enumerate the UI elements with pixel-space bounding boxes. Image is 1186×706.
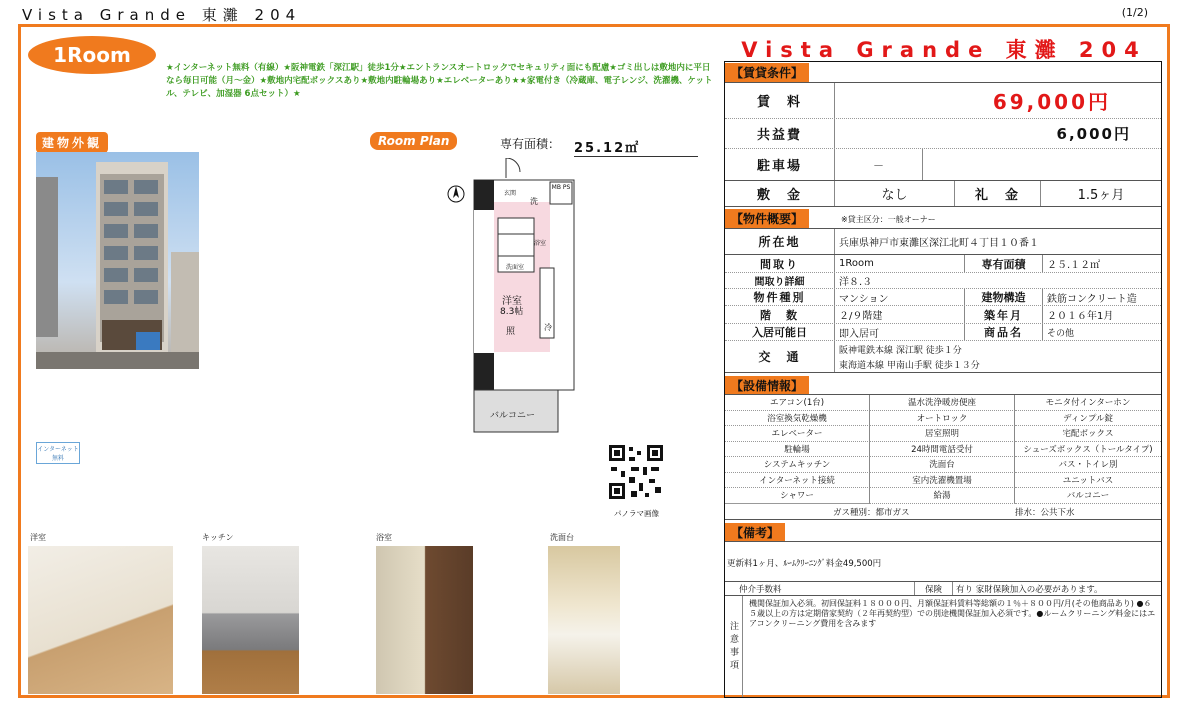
equipment-item: 駐輪場 (725, 442, 870, 458)
movein-label: 入居可能日 (725, 324, 835, 340)
shikikin-label: 敷 金 (725, 181, 835, 206)
bath-photo (376, 546, 473, 694)
area-table-label: 専有面積 (965, 255, 1043, 272)
layout-row (725, 254, 1161, 272)
equipment-item: バス・トイレ別 (1015, 457, 1161, 473)
area-table-value: ２５.１２㎡ (1047, 260, 1101, 271)
floor-plan (446, 158, 576, 436)
owner-note: ※貸主区分：一般オーナー (841, 215, 936, 224)
section-equipment: 【設備情報】 (725, 376, 809, 395)
detail-row (725, 272, 1161, 288)
sen-label: 洗 (530, 197, 538, 206)
parking-row (725, 148, 1161, 180)
equipment-item: モニタ付インターホン (1015, 395, 1161, 411)
bath-label: 浴室 (534, 240, 547, 247)
access-label: 交 通 (725, 341, 835, 372)
equipment-item: シャワー (725, 488, 870, 504)
access-line-1: 阪神電鉄本線 深江駅 徒歩１分 (839, 346, 962, 356)
photo-caption-kitchen: キッチン (202, 533, 234, 542)
remarks-row (725, 541, 1161, 581)
equipment-item: エレベーター (725, 426, 870, 442)
qr-code[interactable] (607, 443, 665, 501)
section-overview: 【物件概要】 (725, 209, 809, 228)
washbasin-photo (548, 546, 620, 694)
rent-row (725, 82, 1161, 118)
kyoeki-value: 6,000円 (1056, 125, 1131, 143)
detail-value: 洋８.３ (839, 277, 873, 288)
struct-label: 建物構造 (965, 289, 1043, 305)
promo-text: ★インターネット無料（有線）★阪神電鉄「深江駅」徒歩1分★エントランスオートロックでセキュリティ面にも配慮★ゴミ出しは敷地内に平日なら毎日可能（月～金）★敷地内宅配ボックスあり★敷地内駐輪場あり★エレベーターあり★★家電付き（冷蔵庫、電子レンジ、洗濯機、ケットル、テレビ、加湿器 6点セット）★ (166, 63, 713, 99)
broker-fee-label: 仲介手数料 (725, 582, 915, 595)
equipment-item: システムキッチン (725, 457, 870, 473)
caution-text: 機関保証加入必須。初回保証料１８０００円、月額保証料賃料等総額の１％＋８００円/月(その他商品あり) ●６５歳以上の方は定期借家契約（２年再契約型）での別途機関保証加入必須です。●ルームクリーニング料金にはエアコンクリーニング費用を含みます (749, 599, 1156, 628)
photo-caption-room: 洋室 (30, 533, 46, 542)
product-value: その他 (1047, 328, 1075, 339)
kitchen-photo (202, 546, 299, 694)
equipment-item: バルコニー (1015, 488, 1161, 504)
equip-header-row (725, 372, 1161, 394)
gas-drain-row (725, 503, 1161, 519)
detail-label: 間取り詳細 (725, 273, 835, 288)
deposit-row (725, 180, 1161, 206)
room-plan-tag: Room Plan (370, 132, 457, 150)
rent-label: 賃 料 (725, 83, 835, 118)
property-title: Vista Grande 東灘 204 (741, 38, 1147, 62)
equipment-item: ユニットバス (1015, 473, 1161, 489)
floor-row (725, 305, 1161, 323)
movein-row (725, 323, 1161, 340)
photo-caption-washbasin: 洗面台 (550, 533, 574, 542)
genkan-label: 玄関 (504, 190, 517, 197)
reikin-value: 1.5ヶ月 (1077, 188, 1125, 203)
equipment-item: エアコン(1台) (725, 395, 870, 411)
madori-value: 1Room (835, 255, 965, 272)
section-remarks: 【備考】 (725, 523, 785, 542)
equipment-item: 給湯 (870, 488, 1015, 504)
equipment-item: ディンプル錠 (1015, 411, 1161, 427)
insurance-value: 有り 家財保険加入の必要があります。 (956, 584, 1103, 595)
equipment-item: インターネット接続 (725, 473, 870, 489)
equipment-item: 室内洗濯機置場 (870, 473, 1015, 489)
address-label: 所在地 (725, 229, 835, 254)
area-value: 25.12㎡ (574, 137, 698, 157)
washroom-label: 洗面室 (506, 264, 525, 271)
mbps-label: MB PS (551, 184, 571, 191)
equipment-item: シューズボックス（トールタイプ) (1015, 442, 1161, 458)
access-line-2: 東海道本線 甲南山手駅 徒歩１３分 (839, 361, 980, 371)
western-room-label: 洋室 (502, 296, 522, 307)
shikikin-value: なし (835, 181, 955, 206)
product-label: 商品名 (965, 324, 1043, 340)
fridge-label: 冷 (544, 323, 552, 332)
gas-type: ガス種別：都市ガス (833, 508, 910, 518)
type-label: 物件種別 (725, 289, 835, 305)
equipment-item: 宅配ボックス (1015, 426, 1161, 442)
exterior-tag: 建物外観 (36, 132, 108, 153)
address-row (725, 228, 1161, 254)
property-panel (724, 61, 1162, 698)
caution-row (725, 595, 1161, 697)
built-label: 築年月 (965, 306, 1043, 323)
overview-header-row (725, 206, 1161, 228)
struct-value: 鉄筋コンクリート造 (1047, 293, 1137, 305)
equipment-item: オートロック (870, 411, 1015, 427)
section-rent-conditions: 【賃貸条件】 (725, 63, 809, 82)
equipment-item: 浴室換気乾燥機 (725, 411, 870, 427)
built-value: ２０１６年1月 (1047, 311, 1114, 322)
remark-text: 更新料1ヶ月、ﾙｰﾑｸﾘｰﾆﾝｸﾞ料金49,500円 (727, 559, 882, 569)
floor-label: 階 数 (725, 306, 835, 323)
room-type-badge: 1Room (28, 36, 156, 74)
type-row (725, 288, 1161, 305)
floor-value: ２/９階建 (835, 306, 965, 323)
panorama-label: パノラマ画像 (614, 509, 659, 518)
page-number: (1/2) (1121, 6, 1148, 19)
madori-label: 間取り (725, 255, 835, 272)
access-row (725, 340, 1161, 372)
tatami-size-label: 8.3帖 (500, 307, 524, 317)
equipment-grid (725, 394, 1161, 514)
building-illustration (36, 152, 199, 369)
insurance-label: 保険 (915, 582, 953, 595)
type-value: マンション (835, 289, 965, 305)
photo-caption-bath: 浴室 (376, 533, 392, 542)
area-label: 専有面積： (500, 137, 561, 151)
room-photo (28, 546, 173, 694)
header-title: Vista Grande 東灘 204 (22, 6, 302, 24)
address-value: 兵庫県神戸市東灘区深江北町４丁目１０番１ (839, 238, 1039, 249)
equipment-item: 洗面台 (870, 457, 1015, 473)
reikin-label: 礼 金 (955, 181, 1041, 206)
broker-row (725, 581, 1161, 595)
balcony-label: バルコニー (490, 411, 536, 421)
internet-free-badge: インターネット無料 (36, 442, 80, 464)
remarks-header-row (725, 519, 1161, 541)
caution-label: 注意事項 (725, 596, 743, 697)
equipment-item: 温水洗浄暖房便座 (870, 395, 1015, 411)
building-photo (36, 152, 199, 369)
parking-label: 駐車場 (725, 149, 835, 180)
kyoeki-row (725, 118, 1161, 148)
drain-type: 排水：公共下水 (1015, 508, 1075, 518)
movein-value: 即入居可 (835, 324, 965, 340)
equipment-item: 居室照明 (870, 426, 1015, 442)
rent-value: 69,000円 (992, 90, 1111, 114)
qr-code-icon (607, 443, 665, 501)
equipment-item: 24時間電話受付 (870, 442, 1015, 458)
kyoeki-label: 共益費 (725, 119, 835, 148)
parking-value: － (835, 149, 923, 180)
light-label: 照 (506, 327, 516, 337)
